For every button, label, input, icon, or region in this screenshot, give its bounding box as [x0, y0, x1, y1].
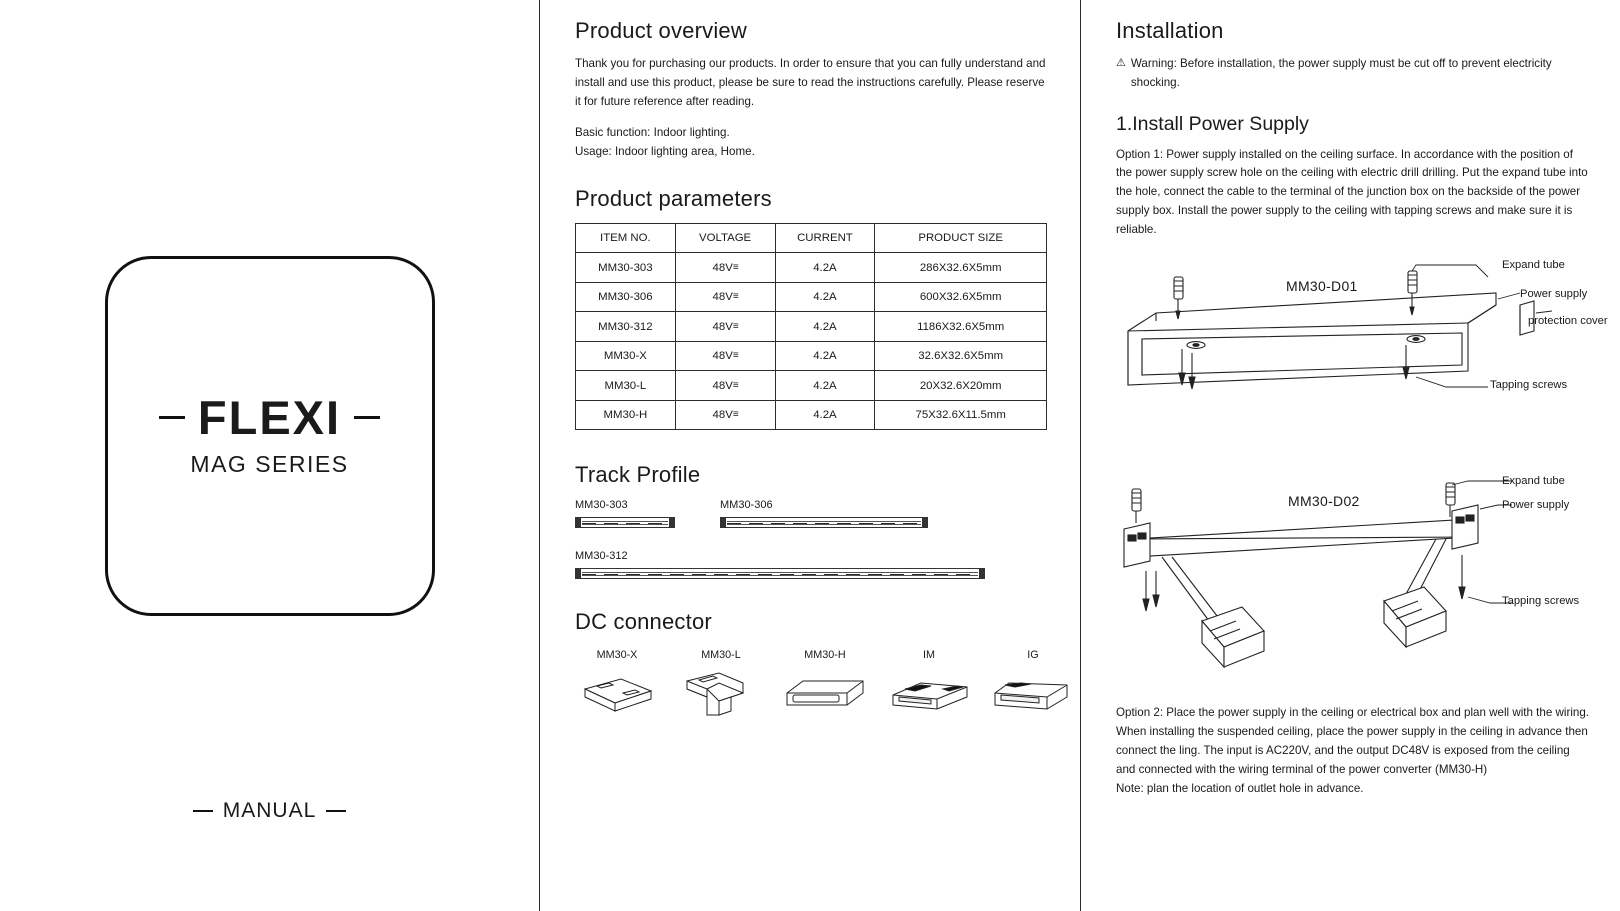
cell-voltage — [675, 312, 775, 342]
dc-connector-heading: DC connector — [575, 609, 712, 635]
cell-current: 4.2A — [775, 312, 875, 342]
installation-note: Note: plan the location of outlet hole in advance. — [1116, 781, 1364, 795]
track-row-top — [575, 499, 1050, 528]
figure2-callout-expand-tube: Expand tube — [1502, 475, 1565, 488]
cover-subtitle: MAG SERIES — [190, 450, 349, 477]
dc-item-ig — [991, 649, 1075, 719]
dc-item-mm30h — [783, 649, 867, 719]
figure2-title: MM30-D02 — [1288, 493, 1360, 510]
cover-footer — [0, 799, 539, 823]
right-column — [1081, 0, 1620, 911]
parameters-table — [575, 223, 1047, 431]
cell-current: 4.2A — [775, 253, 875, 283]
track-channel — [727, 521, 921, 525]
col-header-item: ITEM NO. — [576, 223, 676, 253]
figure2-callout-power-supply: Power supply — [1502, 499, 1570, 512]
figure1-callout-tapping-screws: Tapping screws — [1490, 379, 1568, 392]
product-parameters-heading: Product parameters — [575, 185, 772, 211]
cover-footer-label: MANUAL — [222, 799, 317, 822]
track-label: MM30-306 — [720, 499, 773, 512]
cell-size: 32.6X32.6X5mm — [875, 341, 1047, 371]
figure1-callout-protection-cover: protection cover — [1528, 315, 1608, 328]
cover-title: FLEXI — [197, 390, 342, 444]
voltage-value: 48V — [712, 291, 733, 304]
track-end-cap — [576, 518, 581, 527]
table-row — [576, 371, 1047, 401]
cell-current: 4.2A — [775, 400, 875, 430]
dc-symbol-icon: ≡ — [732, 320, 738, 332]
track-label: MM30-312 — [575, 550, 628, 563]
table-row — [576, 282, 1047, 312]
track-item-303 — [575, 499, 675, 528]
cover-panel — [0, 0, 539, 911]
cell-size: 1186X32.6X5mm — [875, 312, 1047, 342]
dc-label: MM30-H — [804, 649, 846, 662]
dc-symbol-icon: ≡ — [732, 291, 738, 303]
product-overview-paragraph: Thank you for purchasing our products. In order to ensure that you can fully understand and install and use this product, please be sure to read the instructions carefully. Please reserve it for future reference after reading. — [575, 57, 1046, 108]
track-channel — [582, 521, 668, 525]
track-profile-heading: Track Profile — [575, 462, 701, 488]
cell-current: 4.2A — [775, 341, 875, 371]
cell-item: MM30-303 — [576, 253, 676, 283]
track-bar-303 — [575, 517, 675, 528]
footer-left-dash-icon — [193, 810, 213, 812]
voltage-value: 48V — [712, 261, 733, 274]
cover-title-row — [159, 390, 380, 444]
cell-size: 20X32.6X20mm — [875, 371, 1047, 401]
dc-connector-figures — [575, 649, 1050, 719]
dc-symbol-icon: ≡ — [732, 379, 738, 391]
figure2-callout-tapping-screws: Tapping screws — [1502, 595, 1580, 608]
col-header-size: PRODUCT SIZE — [875, 223, 1047, 253]
installation-warning-text: Warning: Before installation, the power supply must be cut off to prevent electricity shocking. — [1130, 57, 1552, 89]
cell-voltage — [675, 253, 775, 283]
table-row — [576, 341, 1047, 371]
figure1-callout-expand-tube: Expand tube — [1502, 259, 1565, 272]
track-bar-306 — [720, 517, 928, 528]
cell-current: 4.2A — [775, 371, 875, 401]
cell-voltage — [675, 282, 775, 312]
product-overview-heading: Product overview — [575, 18, 747, 43]
cell-voltage — [675, 341, 775, 371]
track-end-cap — [922, 518, 927, 527]
option2-text: Option 2: Place the power supply in the ceiling or electrical box and plan well with the wiring. When installing the suspended ceiling, place the power supply in the ceiling in advance then connect the ling. The input is AC220V, and the output DC48V is exposed from the ceiling and connected with the wiring terminal of the power converter (MM30-H) — [1116, 706, 1590, 776]
col-header-current: CURRENT — [775, 223, 875, 253]
track-item-312 — [575, 550, 1050, 579]
track-channel — [582, 572, 978, 576]
cell-size: 75X32.6X11.5mm — [875, 400, 1047, 430]
option1-text: Option 1: Power supply installed on the ceiling surface. In accordance with the position of the power supply screw hole on the ceiling with electric drill drilling. Put the expand tube into the hole, connect the cable to the terminal of the junction box on the backside of the power supply box. Install the power supply to the ceiling with tapping screws and make sure it is reliable. — [1116, 147, 1588, 236]
dc-label: IG — [1027, 649, 1039, 662]
dc-item-mm30l — [679, 649, 763, 719]
voltage-value: 48V — [712, 320, 733, 333]
footer-right-dash-icon — [326, 810, 346, 812]
track-end-cap — [721, 518, 726, 527]
table-row — [576, 400, 1047, 430]
track-label: MM30-303 — [575, 499, 628, 512]
figure-mm30-d01 — [1116, 253, 1608, 453]
cell-current: 4.2A — [775, 282, 875, 312]
figure1-callout-power-supply: Power supply — [1520, 288, 1588, 301]
figure-mm30-d02 — [1116, 475, 1590, 690]
dc-item-mm30x — [575, 649, 659, 719]
cell-item: MM30-H — [576, 400, 676, 430]
cell-voltage — [675, 371, 775, 401]
track-profile-figures — [575, 499, 1050, 579]
install-power-supply-heading: 1.Install Power Supply — [1116, 112, 1309, 135]
table-header-row — [576, 223, 1047, 253]
col-header-voltage: VOLTAGE — [675, 223, 775, 253]
dc-label: MM30-X — [596, 649, 638, 662]
spacer — [575, 111, 1050, 124]
track-item-306 — [720, 499, 928, 528]
basic-function-line: Basic function: Indoor lighting. — [575, 126, 730, 140]
track-bar-312 — [575, 568, 985, 579]
im-connector-icon — [887, 671, 971, 719]
cell-item: MM30-L — [576, 371, 676, 401]
voltage-value: 48V — [712, 350, 733, 363]
table-row — [576, 312, 1047, 342]
cell-item: MM30-306 — [576, 282, 676, 312]
installation-warning — [1116, 55, 1590, 93]
cell-item: MM30-X — [576, 341, 676, 371]
dc-label: IM — [923, 649, 935, 662]
dc-item-im — [887, 649, 971, 719]
mm30-x-connector-icon — [575, 671, 659, 719]
cover-logo-frame — [105, 256, 435, 616]
track-end-cap — [576, 569, 581, 578]
cell-item: MM30-312 — [576, 312, 676, 342]
figure1-title: MM30-D01 — [1286, 278, 1358, 295]
warning-triangle-icon: ⚠ — [1116, 57, 1126, 69]
usage-line: Usage: Indoor lighting area, Home. — [575, 145, 755, 159]
mm30-h-connector-icon — [783, 671, 867, 719]
voltage-value: 48V — [712, 379, 733, 392]
cell-size: 286X32.6X5mm — [875, 253, 1047, 283]
dc-symbol-icon: ≡ — [732, 261, 738, 273]
voltage-value: 48V — [712, 409, 733, 422]
track-end-cap — [979, 569, 984, 578]
cell-size: 600X32.6X5mm — [875, 282, 1047, 312]
right-dash-icon — [354, 416, 380, 419]
mm30-l-connector-icon — [679, 671, 763, 719]
installation-heading: Installation — [1116, 18, 1224, 43]
ig-connector-icon — [991, 671, 1075, 719]
dc-symbol-icon: ≡ — [732, 409, 738, 421]
dc-label: MM30-L — [701, 649, 741, 662]
middle-column — [540, 0, 1080, 911]
track-end-cap — [669, 518, 674, 527]
left-dash-icon — [159, 416, 185, 419]
dc-symbol-icon: ≡ — [732, 350, 738, 362]
figure1-drawing — [1116, 253, 1616, 453]
table-row — [576, 253, 1047, 283]
cell-voltage — [675, 400, 775, 430]
